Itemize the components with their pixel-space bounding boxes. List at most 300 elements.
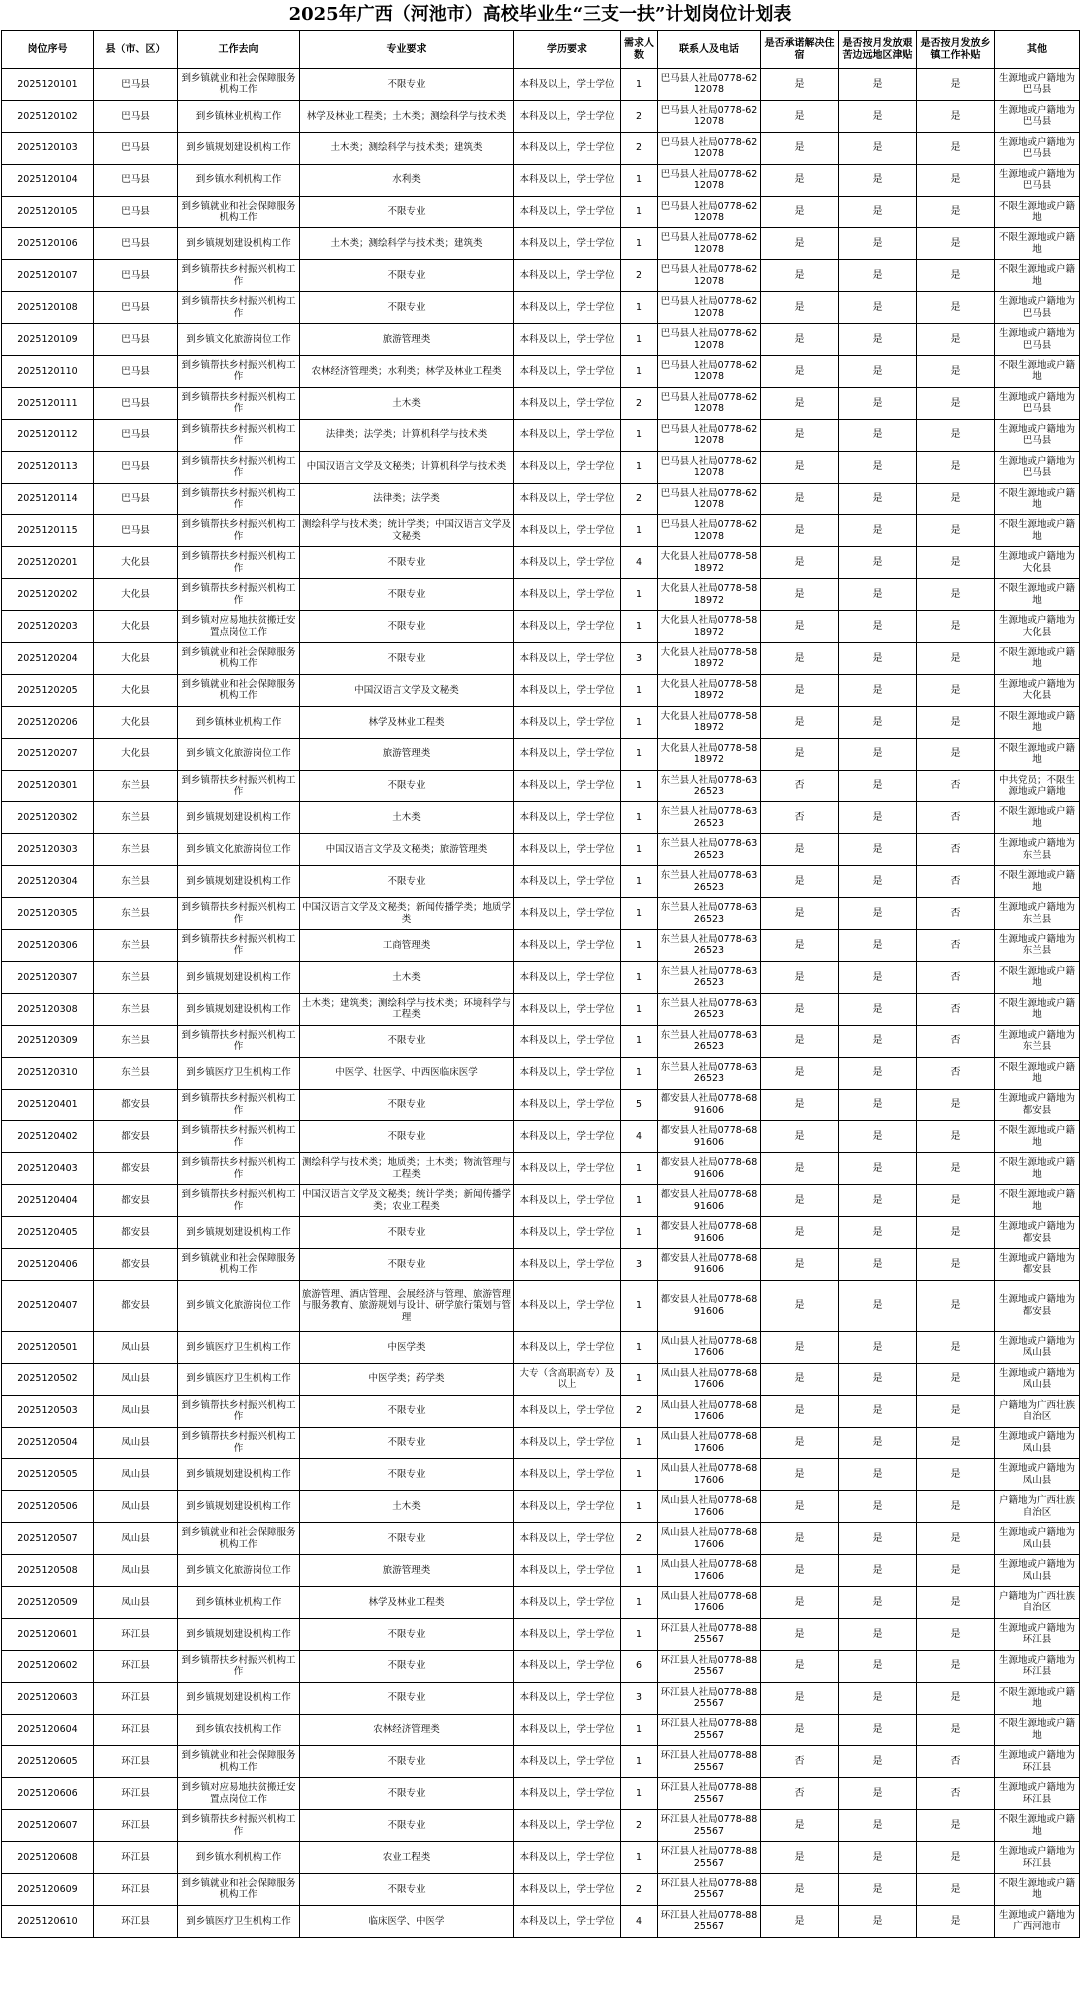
cell-major: 旅游管理类 bbox=[300, 324, 514, 356]
table-row bbox=[2, 419, 1080, 451]
cell-other: 不限生源地或户籍地 bbox=[995, 961, 1080, 993]
cell-headcount: 1 bbox=[621, 324, 658, 356]
cell-county: 巴马县 bbox=[94, 515, 178, 547]
cell-housing: 是 bbox=[761, 1089, 839, 1121]
cell-county: 环江县 bbox=[94, 1650, 178, 1682]
cell-other: 生源地或户籍地为东兰县 bbox=[995, 930, 1080, 962]
cell-other: 生源地或户籍地为都安县 bbox=[995, 1248, 1080, 1280]
table-row bbox=[2, 1427, 1080, 1459]
cell-position-id: 2025120303 bbox=[2, 834, 94, 866]
cell-housing: 是 bbox=[761, 1057, 839, 1089]
cell-major: 不限专业 bbox=[300, 1395, 514, 1427]
header-hardship-allowance: 是否按月发放艰苦边远地区津贴 bbox=[839, 31, 917, 69]
cell-county: 环江县 bbox=[94, 1746, 178, 1778]
cell-other: 生源地或户籍地为巴马县 bbox=[995, 451, 1080, 483]
cell-major: 农林经济管理类 bbox=[300, 1714, 514, 1746]
cell-education: 本科及以上，学士学位 bbox=[514, 961, 621, 993]
cell-county: 环江县 bbox=[94, 1810, 178, 1842]
cell-education: 本科及以上，学士学位 bbox=[514, 515, 621, 547]
cell-major: 中国汉语言文学及文秘类；新闻传播学类；地质学类 bbox=[300, 898, 514, 930]
cell-major: 不限专业 bbox=[300, 1682, 514, 1714]
cell-township-subsidy: 否 bbox=[917, 1746, 995, 1778]
cell-township-subsidy: 否 bbox=[917, 866, 995, 898]
cell-county: 环江县 bbox=[94, 1778, 178, 1810]
cell-other: 生源地或户籍地为都安县 bbox=[995, 1089, 1080, 1121]
cell-major: 中医学类 bbox=[300, 1331, 514, 1363]
cell-headcount: 3 bbox=[621, 1248, 658, 1280]
cell-headcount: 2 bbox=[621, 1523, 658, 1555]
cell-other: 不限生源地或户籍地 bbox=[995, 260, 1080, 292]
cell-position-id: 2025120307 bbox=[2, 961, 94, 993]
cell-hardship-allowance: 是 bbox=[839, 483, 917, 515]
cell-housing: 是 bbox=[761, 1331, 839, 1363]
cell-contact: 凤山县人社局0778-6817606 bbox=[658, 1427, 761, 1459]
cell-destination: 到乡镇文化旅游岗位工作 bbox=[178, 1280, 300, 1331]
cell-other: 生源地或户籍地为东兰县 bbox=[995, 1025, 1080, 1057]
cell-hardship-allowance: 是 bbox=[839, 356, 917, 388]
cell-education: 本科及以上，学士学位 bbox=[514, 387, 621, 419]
cell-other: 生源地或户籍地为凤山县 bbox=[995, 1427, 1080, 1459]
cell-other: 不限生源地或户籍地 bbox=[995, 802, 1080, 834]
cell-contact: 巴马县人社局0778-6212078 bbox=[658, 196, 761, 228]
cell-education: 本科及以上，学士学位 bbox=[514, 706, 621, 738]
cell-destination: 到乡镇规划建设机构工作 bbox=[178, 961, 300, 993]
cell-other: 生源地或户籍地为大化县 bbox=[995, 547, 1080, 579]
cell-position-id: 2025120504 bbox=[2, 1427, 94, 1459]
cell-other: 生源地或户籍地为巴马县 bbox=[995, 292, 1080, 324]
cell-headcount: 1 bbox=[621, 1491, 658, 1523]
cell-destination: 到乡镇就业和社会保障服务机构工作 bbox=[178, 643, 300, 675]
cell-destination: 到乡镇帮扶乡村振兴机构工作 bbox=[178, 260, 300, 292]
cell-contact: 凤山县人社局0778-6817606 bbox=[658, 1586, 761, 1618]
cell-position-id: 2025120110 bbox=[2, 356, 94, 388]
cell-township-subsidy: 是 bbox=[917, 1491, 995, 1523]
cell-county: 都安县 bbox=[94, 1217, 178, 1249]
cell-education: 本科及以上，学士学位 bbox=[514, 1427, 621, 1459]
cell-destination: 到乡镇帮扶乡村振兴机构工作 bbox=[178, 387, 300, 419]
cell-hardship-allowance: 是 bbox=[839, 1280, 917, 1331]
cell-education: 本科及以上，学士学位 bbox=[514, 1121, 621, 1153]
cell-county: 环江县 bbox=[94, 1682, 178, 1714]
table-row bbox=[2, 1810, 1080, 1842]
cell-other: 生源地或户籍地为广西河池市 bbox=[995, 1905, 1080, 1937]
cell-position-id: 2025120503 bbox=[2, 1395, 94, 1427]
cell-other: 生源地或户籍地为环江县 bbox=[995, 1650, 1080, 1682]
cell-destination: 到乡镇帮扶乡村振兴机构工作 bbox=[178, 1395, 300, 1427]
table-row bbox=[2, 770, 1080, 802]
cell-county: 都安县 bbox=[94, 1089, 178, 1121]
cell-education: 本科及以上，学士学位 bbox=[514, 738, 621, 770]
cell-position-id: 2025120204 bbox=[2, 643, 94, 675]
cell-education: 本科及以上，学士学位 bbox=[514, 196, 621, 228]
cell-township-subsidy: 是 bbox=[917, 515, 995, 547]
table-row bbox=[2, 1057, 1080, 1089]
cell-position-id: 2025120203 bbox=[2, 611, 94, 643]
cell-destination: 到乡镇林业机构工作 bbox=[178, 706, 300, 738]
cell-position-id: 2025120104 bbox=[2, 164, 94, 196]
cell-township-subsidy: 否 bbox=[917, 993, 995, 1025]
cell-headcount: 1 bbox=[621, 451, 658, 483]
table-row bbox=[2, 1280, 1080, 1331]
cell-destination: 到乡镇规划建设机构工作 bbox=[178, 228, 300, 260]
cell-position-id: 2025120112 bbox=[2, 419, 94, 451]
cell-education: 本科及以上，学士学位 bbox=[514, 419, 621, 451]
cell-county: 东兰县 bbox=[94, 993, 178, 1025]
table-body bbox=[2, 69, 1080, 1938]
cell-housing: 是 bbox=[761, 387, 839, 419]
cell-destination: 到乡镇帮扶乡村振兴机构工作 bbox=[178, 1185, 300, 1217]
cell-position-id: 2025120603 bbox=[2, 1682, 94, 1714]
cell-housing: 是 bbox=[761, 898, 839, 930]
cell-county: 东兰县 bbox=[94, 961, 178, 993]
table-row bbox=[2, 69, 1080, 101]
cell-contact: 大化县人社局0778-5818972 bbox=[658, 643, 761, 675]
cell-headcount: 1 bbox=[621, 1778, 658, 1810]
cell-hardship-allowance: 是 bbox=[839, 643, 917, 675]
cell-position-id: 2025120606 bbox=[2, 1778, 94, 1810]
cell-destination: 到乡镇文化旅游岗位工作 bbox=[178, 1555, 300, 1587]
cell-major: 不限专业 bbox=[300, 1427, 514, 1459]
cell-hardship-allowance: 是 bbox=[839, 674, 917, 706]
cell-contact: 都安县人社局0778-6891606 bbox=[658, 1217, 761, 1249]
cell-housing: 是 bbox=[761, 1555, 839, 1587]
cell-contact: 东兰县人社局0778-6326523 bbox=[658, 993, 761, 1025]
cell-headcount: 1 bbox=[621, 738, 658, 770]
cell-headcount: 1 bbox=[621, 802, 658, 834]
cell-headcount: 2 bbox=[621, 1395, 658, 1427]
cell-county: 巴马县 bbox=[94, 483, 178, 515]
cell-township-subsidy: 是 bbox=[917, 228, 995, 260]
cell-hardship-allowance: 是 bbox=[839, 1618, 917, 1650]
cell-township-subsidy: 否 bbox=[917, 770, 995, 802]
cell-major: 测绘科学与技术类；地质类；土木类；物流管理与工程类 bbox=[300, 1153, 514, 1185]
cell-other: 生源地或户籍地为凤山县 bbox=[995, 1459, 1080, 1491]
cell-headcount: 1 bbox=[621, 1217, 658, 1249]
table-row bbox=[2, 1395, 1080, 1427]
cell-hardship-allowance: 是 bbox=[839, 1650, 917, 1682]
table-row bbox=[2, 706, 1080, 738]
table-row bbox=[2, 1121, 1080, 1153]
cell-housing: 是 bbox=[761, 1153, 839, 1185]
cell-destination: 到乡镇帮扶乡村振兴机构工作 bbox=[178, 1810, 300, 1842]
cell-county: 东兰县 bbox=[94, 834, 178, 866]
cell-other: 生源地或户籍地为巴马县 bbox=[995, 100, 1080, 132]
cell-destination: 到乡镇帮扶乡村振兴机构工作 bbox=[178, 1025, 300, 1057]
cell-position-id: 2025120505 bbox=[2, 1459, 94, 1491]
cell-headcount: 1 bbox=[621, 579, 658, 611]
table-row bbox=[2, 324, 1080, 356]
cell-contact: 环江县人社局0778-8825567 bbox=[658, 1810, 761, 1842]
cell-contact: 巴马县人社局0778-6212078 bbox=[658, 100, 761, 132]
cell-major: 中国汉语言文学及文秘类 bbox=[300, 674, 514, 706]
table-row bbox=[2, 1248, 1080, 1280]
cell-hardship-allowance: 是 bbox=[839, 1025, 917, 1057]
cell-position-id: 2025120508 bbox=[2, 1555, 94, 1587]
table-row bbox=[2, 1714, 1080, 1746]
cell-township-subsidy: 是 bbox=[917, 547, 995, 579]
cell-major: 不限专业 bbox=[300, 196, 514, 228]
cell-position-id: 2025120506 bbox=[2, 1491, 94, 1523]
cell-housing: 是 bbox=[761, 961, 839, 993]
cell-major: 不限专业 bbox=[300, 579, 514, 611]
cell-education: 本科及以上，学士学位 bbox=[514, 1650, 621, 1682]
cell-destination: 到乡镇帮扶乡村振兴机构工作 bbox=[178, 1089, 300, 1121]
cell-county: 巴马县 bbox=[94, 260, 178, 292]
cell-headcount: 1 bbox=[621, 930, 658, 962]
cell-housing: 是 bbox=[761, 1810, 839, 1842]
cell-housing: 是 bbox=[761, 738, 839, 770]
cell-education: 本科及以上，学士学位 bbox=[514, 1491, 621, 1523]
cell-major: 不限专业 bbox=[300, 1618, 514, 1650]
cell-contact: 凤山县人社局0778-6817606 bbox=[658, 1555, 761, 1587]
table-header-row bbox=[2, 31, 1080, 69]
cell-position-id: 2025120101 bbox=[2, 69, 94, 101]
cell-destination: 到乡镇对应易地扶贫搬迁安置点岗位工作 bbox=[178, 1778, 300, 1810]
cell-headcount: 1 bbox=[621, 1618, 658, 1650]
cell-hardship-allowance: 是 bbox=[839, 930, 917, 962]
cell-major: 土木类 bbox=[300, 802, 514, 834]
cell-headcount: 1 bbox=[621, 1746, 658, 1778]
cell-position-id: 2025120308 bbox=[2, 993, 94, 1025]
cell-county: 大化县 bbox=[94, 547, 178, 579]
cell-housing: 是 bbox=[761, 579, 839, 611]
cell-hardship-allowance: 是 bbox=[839, 1248, 917, 1280]
cell-destination: 到乡镇医疗卫生机构工作 bbox=[178, 1905, 300, 1937]
header-major: 专业要求 bbox=[300, 31, 514, 69]
cell-major: 不限专业 bbox=[300, 1650, 514, 1682]
cell-other: 生源地或户籍地为大化县 bbox=[995, 611, 1080, 643]
cell-other: 生源地或户籍地为凤山县 bbox=[995, 1555, 1080, 1587]
table-row bbox=[2, 611, 1080, 643]
cell-township-subsidy: 是 bbox=[917, 1153, 995, 1185]
header-position-id: 岗位序号 bbox=[2, 31, 94, 69]
cell-headcount: 1 bbox=[621, 228, 658, 260]
cell-contact: 东兰县人社局0778-6326523 bbox=[658, 898, 761, 930]
cell-contact: 东兰县人社局0778-6326523 bbox=[658, 1025, 761, 1057]
cell-housing: 是 bbox=[761, 132, 839, 164]
table-row bbox=[2, 1905, 1080, 1937]
cell-contact: 大化县人社局0778-5818972 bbox=[658, 547, 761, 579]
cell-township-subsidy: 是 bbox=[917, 1873, 995, 1905]
cell-contact: 环江县人社局0778-8825567 bbox=[658, 1778, 761, 1810]
cell-hardship-allowance: 是 bbox=[839, 1905, 917, 1937]
cell-contact: 东兰县人社局0778-6326523 bbox=[658, 930, 761, 962]
cell-headcount: 2 bbox=[621, 387, 658, 419]
cell-headcount: 2 bbox=[621, 132, 658, 164]
cell-contact: 巴马县人社局0778-6212078 bbox=[658, 515, 761, 547]
header-contact: 联系人及电话 bbox=[658, 31, 761, 69]
cell-major: 旅游管理类 bbox=[300, 738, 514, 770]
cell-education: 本科及以上，学士学位 bbox=[514, 1217, 621, 1249]
cell-township-subsidy: 否 bbox=[917, 1057, 995, 1089]
cell-destination: 到乡镇帮扶乡村振兴机构工作 bbox=[178, 292, 300, 324]
cell-contact: 巴马县人社局0778-6212078 bbox=[658, 356, 761, 388]
table-row bbox=[2, 451, 1080, 483]
cell-other: 不限生源地或户籍地 bbox=[995, 1121, 1080, 1153]
cell-county: 凤山县 bbox=[94, 1586, 178, 1618]
cell-county: 东兰县 bbox=[94, 1025, 178, 1057]
cell-contact: 大化县人社局0778-5818972 bbox=[658, 738, 761, 770]
table-row bbox=[2, 1650, 1080, 1682]
cell-headcount: 1 bbox=[621, 770, 658, 802]
cell-township-subsidy: 是 bbox=[917, 611, 995, 643]
cell-housing: 否 bbox=[761, 802, 839, 834]
cell-hardship-allowance: 是 bbox=[839, 1746, 917, 1778]
cell-hardship-allowance: 是 bbox=[839, 898, 917, 930]
cell-major: 不限专业 bbox=[300, 1089, 514, 1121]
cell-education: 本科及以上，学士学位 bbox=[514, 993, 621, 1025]
cell-position-id: 2025120301 bbox=[2, 770, 94, 802]
cell-township-subsidy: 是 bbox=[917, 196, 995, 228]
cell-destination: 到乡镇帮扶乡村振兴机构工作 bbox=[178, 1427, 300, 1459]
cell-major: 不限专业 bbox=[300, 1523, 514, 1555]
cell-position-id: 2025120109 bbox=[2, 324, 94, 356]
cell-other: 不限生源地或户籍地 bbox=[995, 866, 1080, 898]
cell-hardship-allowance: 是 bbox=[839, 1873, 917, 1905]
cell-headcount: 4 bbox=[621, 1121, 658, 1153]
cell-other: 不限生源地或户籍地 bbox=[995, 706, 1080, 738]
cell-township-subsidy: 是 bbox=[917, 1682, 995, 1714]
cell-hardship-allowance: 是 bbox=[839, 1810, 917, 1842]
table-row bbox=[2, 547, 1080, 579]
cell-headcount: 1 bbox=[621, 674, 658, 706]
cell-township-subsidy: 是 bbox=[917, 1185, 995, 1217]
cell-county: 巴马县 bbox=[94, 164, 178, 196]
cell-township-subsidy: 否 bbox=[917, 1025, 995, 1057]
cell-major: 法律类；法学类；计算机科学与技术类 bbox=[300, 419, 514, 451]
cell-county: 巴马县 bbox=[94, 100, 178, 132]
cell-contact: 凤山县人社局0778-6817606 bbox=[658, 1331, 761, 1363]
cell-education: 本科及以上，学士学位 bbox=[514, 1395, 621, 1427]
cell-county: 凤山县 bbox=[94, 1427, 178, 1459]
cell-destination: 到乡镇帮扶乡村振兴机构工作 bbox=[178, 419, 300, 451]
cell-hardship-allowance: 是 bbox=[839, 611, 917, 643]
cell-housing: 是 bbox=[761, 834, 839, 866]
table-row bbox=[2, 1555, 1080, 1587]
cell-destination: 到乡镇帮扶乡村振兴机构工作 bbox=[178, 483, 300, 515]
position-plan-table bbox=[1, 30, 1080, 1938]
cell-headcount: 6 bbox=[621, 1650, 658, 1682]
cell-education: 本科及以上，学士学位 bbox=[514, 579, 621, 611]
cell-county: 东兰县 bbox=[94, 1057, 178, 1089]
cell-township-subsidy: 是 bbox=[917, 292, 995, 324]
cell-destination: 到乡镇帮扶乡村振兴机构工作 bbox=[178, 356, 300, 388]
cell-hardship-allowance: 是 bbox=[839, 1185, 917, 1217]
cell-hardship-allowance: 是 bbox=[839, 1153, 917, 1185]
cell-township-subsidy: 是 bbox=[917, 674, 995, 706]
cell-destination: 到乡镇帮扶乡村振兴机构工作 bbox=[178, 898, 300, 930]
cell-headcount: 1 bbox=[621, 1331, 658, 1363]
cell-position-id: 2025120201 bbox=[2, 547, 94, 579]
table-row bbox=[2, 292, 1080, 324]
cell-housing: 是 bbox=[761, 1395, 839, 1427]
cell-housing: 是 bbox=[761, 674, 839, 706]
cell-county: 巴马县 bbox=[94, 451, 178, 483]
cell-hardship-allowance: 是 bbox=[839, 1459, 917, 1491]
cell-education: 本科及以上，学士学位 bbox=[514, 69, 621, 101]
cell-position-id: 2025120501 bbox=[2, 1331, 94, 1363]
cell-position-id: 2025120102 bbox=[2, 100, 94, 132]
cell-headcount: 2 bbox=[621, 100, 658, 132]
cell-destination: 到乡镇规划建设机构工作 bbox=[178, 1217, 300, 1249]
cell-education: 本科及以上，学士学位 bbox=[514, 1280, 621, 1331]
cell-contact: 都安县人社局0778-6891606 bbox=[658, 1089, 761, 1121]
cell-major: 测绘科学与技术类；统计学类；中国汉语言文学及文秘类 bbox=[300, 515, 514, 547]
cell-other: 生源地或户籍地为巴马县 bbox=[995, 419, 1080, 451]
cell-hardship-allowance: 是 bbox=[839, 1842, 917, 1874]
cell-housing: 是 bbox=[761, 1121, 839, 1153]
cell-township-subsidy: 是 bbox=[917, 1121, 995, 1153]
cell-county: 东兰县 bbox=[94, 930, 178, 962]
table-row bbox=[2, 132, 1080, 164]
cell-other: 不限生源地或户籍地 bbox=[995, 1057, 1080, 1089]
table-row bbox=[2, 898, 1080, 930]
header-other: 其他 bbox=[995, 31, 1080, 69]
cell-position-id: 2025120601 bbox=[2, 1618, 94, 1650]
cell-county: 环江县 bbox=[94, 1618, 178, 1650]
cell-contact: 巴马县人社局0778-6212078 bbox=[658, 260, 761, 292]
cell-major: 不限专业 bbox=[300, 1746, 514, 1778]
table-row bbox=[2, 228, 1080, 260]
cell-contact: 巴马县人社局0778-6212078 bbox=[658, 451, 761, 483]
table-row bbox=[2, 1153, 1080, 1185]
cell-position-id: 2025120502 bbox=[2, 1363, 94, 1395]
cell-other: 生源地或户籍地为巴马县 bbox=[995, 324, 1080, 356]
cell-housing: 是 bbox=[761, 547, 839, 579]
cell-county: 东兰县 bbox=[94, 802, 178, 834]
cell-township-subsidy: 是 bbox=[917, 1280, 995, 1331]
cell-township-subsidy: 是 bbox=[917, 1555, 995, 1587]
cell-education: 本科及以上，学士学位 bbox=[514, 1714, 621, 1746]
cell-township-subsidy: 是 bbox=[917, 1523, 995, 1555]
table-row bbox=[2, 930, 1080, 962]
cell-contact: 环江县人社局0778-8825567 bbox=[658, 1905, 761, 1937]
cell-other: 生源地或户籍地为环江县 bbox=[995, 1746, 1080, 1778]
cell-position-id: 2025120509 bbox=[2, 1586, 94, 1618]
cell-contact: 都安县人社局0778-6891606 bbox=[658, 1153, 761, 1185]
cell-township-subsidy: 是 bbox=[917, 164, 995, 196]
cell-housing: 是 bbox=[761, 1714, 839, 1746]
table-row bbox=[2, 1363, 1080, 1395]
cell-hardship-allowance: 是 bbox=[839, 1555, 917, 1587]
cell-housing: 是 bbox=[761, 292, 839, 324]
cell-education: 本科及以上，学士学位 bbox=[514, 1682, 621, 1714]
cell-position-id: 2025120306 bbox=[2, 930, 94, 962]
cell-destination: 到乡镇就业和社会保障服务机构工作 bbox=[178, 196, 300, 228]
cell-housing: 是 bbox=[761, 196, 839, 228]
cell-education: 本科及以上，学士学位 bbox=[514, 1331, 621, 1363]
cell-destination: 到乡镇规划建设机构工作 bbox=[178, 1491, 300, 1523]
cell-headcount: 1 bbox=[621, 706, 658, 738]
cell-headcount: 1 bbox=[621, 993, 658, 1025]
cell-destination: 到乡镇就业和社会保障服务机构工作 bbox=[178, 1523, 300, 1555]
cell-headcount: 1 bbox=[621, 356, 658, 388]
cell-housing: 是 bbox=[761, 1586, 839, 1618]
cell-county: 大化县 bbox=[94, 611, 178, 643]
cell-headcount: 1 bbox=[621, 1363, 658, 1395]
cell-hardship-allowance: 是 bbox=[839, 579, 917, 611]
cell-position-id: 2025120108 bbox=[2, 292, 94, 324]
cell-major: 农林经济管理类；水利类；林学及林业工程类 bbox=[300, 356, 514, 388]
cell-contact: 巴马县人社局0778-6212078 bbox=[658, 324, 761, 356]
cell-other: 生源地或户籍地为巴马县 bbox=[995, 387, 1080, 419]
cell-township-subsidy: 是 bbox=[917, 451, 995, 483]
table-row bbox=[2, 196, 1080, 228]
table-row bbox=[2, 1618, 1080, 1650]
cell-headcount: 1 bbox=[621, 961, 658, 993]
cell-position-id: 2025120105 bbox=[2, 196, 94, 228]
cell-contact: 环江县人社局0778-8825567 bbox=[658, 1714, 761, 1746]
